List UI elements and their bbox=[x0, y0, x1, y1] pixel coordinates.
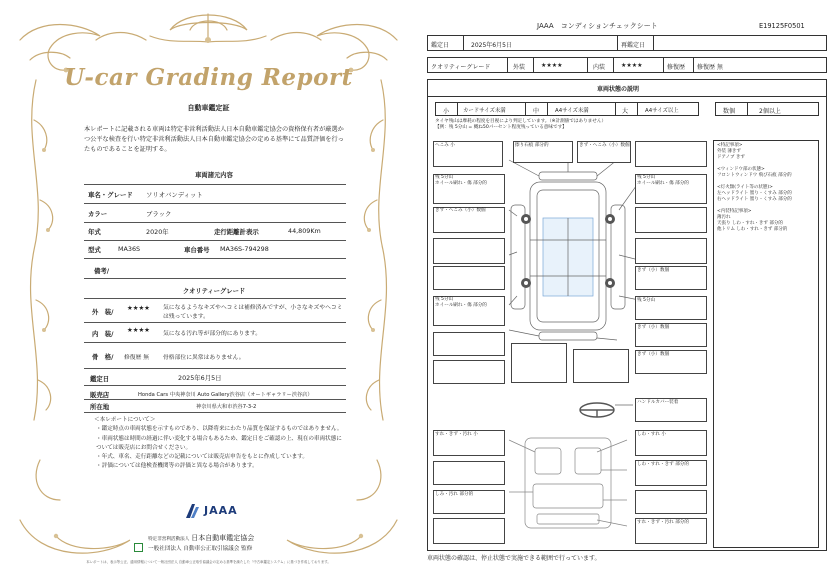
comment-line: 外装 薄きず bbox=[717, 149, 741, 154]
frame-label: 骨 格/ bbox=[92, 353, 114, 361]
divider bbox=[84, 240, 346, 241]
exterior-stars: ★★★★ bbox=[127, 304, 150, 312]
frame-repair-value: 修復歴 無 bbox=[124, 355, 150, 361]
size-mid: 中 bbox=[533, 108, 540, 115]
name-grade-label: 車名・グレード bbox=[88, 191, 133, 199]
steering-wheel-icon bbox=[580, 403, 614, 417]
label-int-3: しわ・すれ・きず 部分的 bbox=[637, 462, 689, 467]
size-small-desc: カードサイズ未満 bbox=[463, 108, 506, 114]
appraisal-date-label: 鑑定日 bbox=[90, 375, 110, 383]
state-title: 車両状態の説明 bbox=[597, 86, 640, 93]
label-box-rear-mid-2 bbox=[573, 349, 629, 383]
comment-line: <内装特記事項> bbox=[717, 209, 752, 214]
condition-check-sheet bbox=[417, 0, 834, 586]
quality-section-title: クオリティーグレード bbox=[182, 288, 246, 295]
certificate-intro: 本レポートに記載される車両は特定非営利活動法人日本自動車鑑定協会の資格保有者が厳選かつ公平な検査を行い特定非営利活動法人日本自動車鑑定協会の定める基準にて品質評価を行ったものであることを証明する。 bbox=[84, 126, 344, 153]
exterior-label: 外装 bbox=[513, 64, 526, 71]
divider bbox=[84, 322, 346, 323]
color-label: カラー bbox=[88, 210, 108, 218]
divider bbox=[84, 368, 346, 369]
label-int-2: しわ・すれ 小 bbox=[637, 432, 667, 437]
interior-text: 気になる汚れ等が部分的にあります。 bbox=[163, 331, 262, 337]
comment-line: 薄汚れ bbox=[717, 215, 731, 220]
vehicle-section-title: 車両諸元内容 bbox=[195, 172, 233, 179]
comment-line: 左ヘッドライト 曇り・くすみ 部分的 bbox=[717, 191, 792, 196]
comment-line: フロントウィンドウ 飛び石痕 部分的 bbox=[717, 173, 792, 178]
note-item: ・鑑定時点の車両状態を示すものであり、以降将来にわたり品質を保証するものではありません。 bbox=[96, 426, 343, 433]
report-subtitle: 自動車鑑定証 bbox=[187, 104, 230, 112]
appraisal-date-value: 2025年6月5日 bbox=[471, 42, 512, 49]
model-label: 型式 bbox=[88, 246, 101, 254]
label-int-1: すれ・きず・汚れ 小 bbox=[435, 432, 478, 437]
frame-text: 骨格部位に異常はありません。 bbox=[163, 355, 245, 361]
size-large-desc: A4サイズ以上 bbox=[645, 108, 679, 114]
label-box-int-left-mid bbox=[433, 461, 505, 485]
divider bbox=[84, 278, 346, 279]
remarks-label: 備考/ bbox=[94, 267, 110, 275]
comment-line: ドアノブ きず bbox=[717, 155, 745, 160]
label-tire-fl: 残 5分山 ホイール刷れ・傷 部分的 bbox=[435, 175, 487, 186]
label-box-left-lower bbox=[433, 266, 505, 290]
org-1-name: 日本自動車鑑定協会 bbox=[191, 534, 255, 542]
label-int-5: すれ・きず・汚れ 部分的 bbox=[637, 520, 689, 525]
label-right-side-2: きず（小）数個 bbox=[637, 325, 670, 330]
divider bbox=[84, 342, 346, 343]
label-box-right-upper bbox=[635, 207, 707, 233]
count-desc: 2個以上 bbox=[759, 108, 781, 115]
label-front-left: へこみ 小 bbox=[435, 143, 455, 148]
size-mid-desc: A4サイズ未満 bbox=[555, 108, 589, 114]
interior-label: 内 装/ bbox=[92, 330, 114, 338]
size-small: 小 bbox=[443, 108, 450, 115]
divider bbox=[84, 203, 346, 204]
label-right-side-1: きず（小）数個 bbox=[637, 268, 670, 273]
label-front-mid: 擦り石痕 部分的 bbox=[515, 143, 549, 148]
note-item: ・評価については他検査機関等の評価と異なる場合があります。 bbox=[96, 463, 258, 470]
note-item: ・年式、車名、走行距離などの記載については販売店申告をもとに作成しています。 bbox=[96, 454, 309, 461]
label-tire-fr: 残 5分山 ホイール刷れ・傷 部分的 bbox=[637, 175, 689, 186]
label-steering: ハンドルカバー装着 bbox=[637, 400, 679, 405]
org-line-2 bbox=[148, 544, 252, 552]
org-2-type: 一般社団法人 bbox=[148, 546, 182, 552]
label-box-front-far-right bbox=[635, 141, 707, 167]
label-tire-rl: 残 5分山 ホイール刷れ・傷 部分的 bbox=[435, 297, 487, 308]
label-box-rear-mid-1 bbox=[511, 343, 567, 383]
note-item: ・車両状態は時間の経過に伴い変化する場合もあるため、鑑定日をご確認の上、現在の車両状態については販売店にお問合せください。 bbox=[96, 435, 342, 451]
exterior-text: 気になるようなキズやヘコミは補修済みですが、小さなキズやヘコミは残っています。 bbox=[163, 305, 343, 320]
comment-line: 天張り しわ・すれ・きず 部分的 bbox=[717, 221, 783, 226]
divider bbox=[84, 258, 346, 259]
comment-line: <ウィンドウ部の状態> bbox=[717, 167, 765, 172]
divider bbox=[84, 222, 346, 223]
comment-line: 他トリム しわ・すれ・きず 部分的 bbox=[717, 227, 788, 232]
color-value: ブラック bbox=[146, 210, 172, 218]
label-box-int-right-lower bbox=[635, 490, 707, 514]
label-rear-right: きず（小）数個 bbox=[637, 352, 670, 357]
divider bbox=[84, 184, 346, 185]
label-box-int-left-bottom bbox=[433, 518, 505, 544]
location-label: 所在地 bbox=[90, 403, 110, 411]
appraisal-date-value: 2025年6月5日 bbox=[178, 374, 222, 382]
label-box-rear-left bbox=[433, 332, 505, 356]
comment-line: <灯火類(ライト等の状態)> bbox=[717, 185, 773, 190]
dealer-label: 販売店 bbox=[90, 391, 110, 399]
repair-label: 修復歴 bbox=[667, 64, 686, 71]
comment-line: 右ヘッドライト 曇り・くすみ 部分的 bbox=[717, 197, 792, 202]
size-large: 大 bbox=[622, 108, 629, 115]
sheet-code: E19125F0501 bbox=[759, 22, 805, 30]
location-value: 神奈川県大和市渋谷7-3-2 bbox=[196, 404, 257, 410]
sheet-bottom-note: 車両状態の確認は、停止状態で実施できる範囲で行っています。 bbox=[427, 555, 601, 562]
report-title: U-car Grading Report bbox=[64, 64, 353, 91]
fair-trade-icon bbox=[134, 543, 143, 552]
reappraisal-label: 再鑑定日 bbox=[621, 42, 646, 49]
name-grade-value: ソリオバンディット bbox=[146, 191, 203, 199]
label-left-side: きず・へこみ（小）数個 bbox=[435, 208, 486, 213]
year-label: 年式 bbox=[88, 228, 101, 236]
exterior-label: 外 装/ bbox=[92, 308, 114, 316]
chassis-value: MA36S-794298 bbox=[220, 245, 269, 253]
interior-stars: ★★★★ bbox=[127, 326, 150, 334]
certificate-footnote: 本レポートは、表示等公正、適用情報について一般社団法人 自動車公正取引協議会の定める基準を満たした「中古車鑑定システム」に基づき作成しております。 bbox=[86, 560, 331, 564]
count-label: 数個 bbox=[723, 108, 736, 115]
exterior-stars: ★★★★ bbox=[541, 62, 563, 69]
org-2-name: 自動車公正取引協議会 監修 bbox=[183, 546, 253, 552]
org-1-type: 特定非営利活動法人 bbox=[148, 537, 190, 542]
label-front-right: きず・へこみ（小）数個 bbox=[579, 143, 630, 148]
repair-value: 修復歴 無 bbox=[697, 64, 723, 71]
mileage-label: 走行距離計表示 bbox=[214, 228, 259, 236]
label-box-right-mid bbox=[635, 238, 707, 264]
dealer-value: Honda Cars 中央神奈川 Auto Gallery渋谷店（オートギャラリー渋谷店） bbox=[138, 392, 313, 398]
comment-line: <特記事項> bbox=[717, 143, 743, 148]
label-int-4: しみ・汚れ 部分的 bbox=[435, 492, 474, 497]
label-box-left-mid bbox=[433, 238, 505, 264]
label-tire-rr: 残 5分山 bbox=[637, 298, 656, 303]
label-box-rear-left-2 bbox=[433, 360, 505, 384]
chassis-label: 車台番号 bbox=[184, 246, 210, 254]
org-line-1 bbox=[148, 533, 254, 543]
interior-label: 内装 bbox=[593, 64, 606, 71]
jaaa-logo-text: JAAA bbox=[204, 504, 238, 517]
appraisal-date-label: 鑑定日 bbox=[431, 42, 450, 49]
divider bbox=[84, 399, 346, 400]
divider bbox=[84, 412, 346, 413]
jaaa-logo-mark bbox=[186, 504, 200, 518]
tire-note-2: 【例：残 5分山 = 概ね50パーセント程度残っている意味です】 bbox=[435, 125, 567, 130]
interior-stars: ★★★★ bbox=[621, 62, 643, 69]
year-value: 2020年 bbox=[146, 228, 169, 236]
sheet-title: JAAA コンディションチェックシート bbox=[537, 22, 658, 30]
divider bbox=[84, 298, 346, 299]
tire-note-1: タイヤ残山は摩耗の程度を目視により判定しています。（※計測値ではありません） bbox=[435, 119, 607, 124]
report-notes bbox=[96, 416, 346, 472]
divider bbox=[84, 385, 346, 386]
mileage-value: 44,809Km bbox=[288, 227, 321, 235]
notes-title: ＜本レポートについて＞ bbox=[94, 417, 156, 423]
model-value: MA36S bbox=[118, 245, 141, 253]
quality-label: クオリティーグレード bbox=[431, 64, 491, 71]
